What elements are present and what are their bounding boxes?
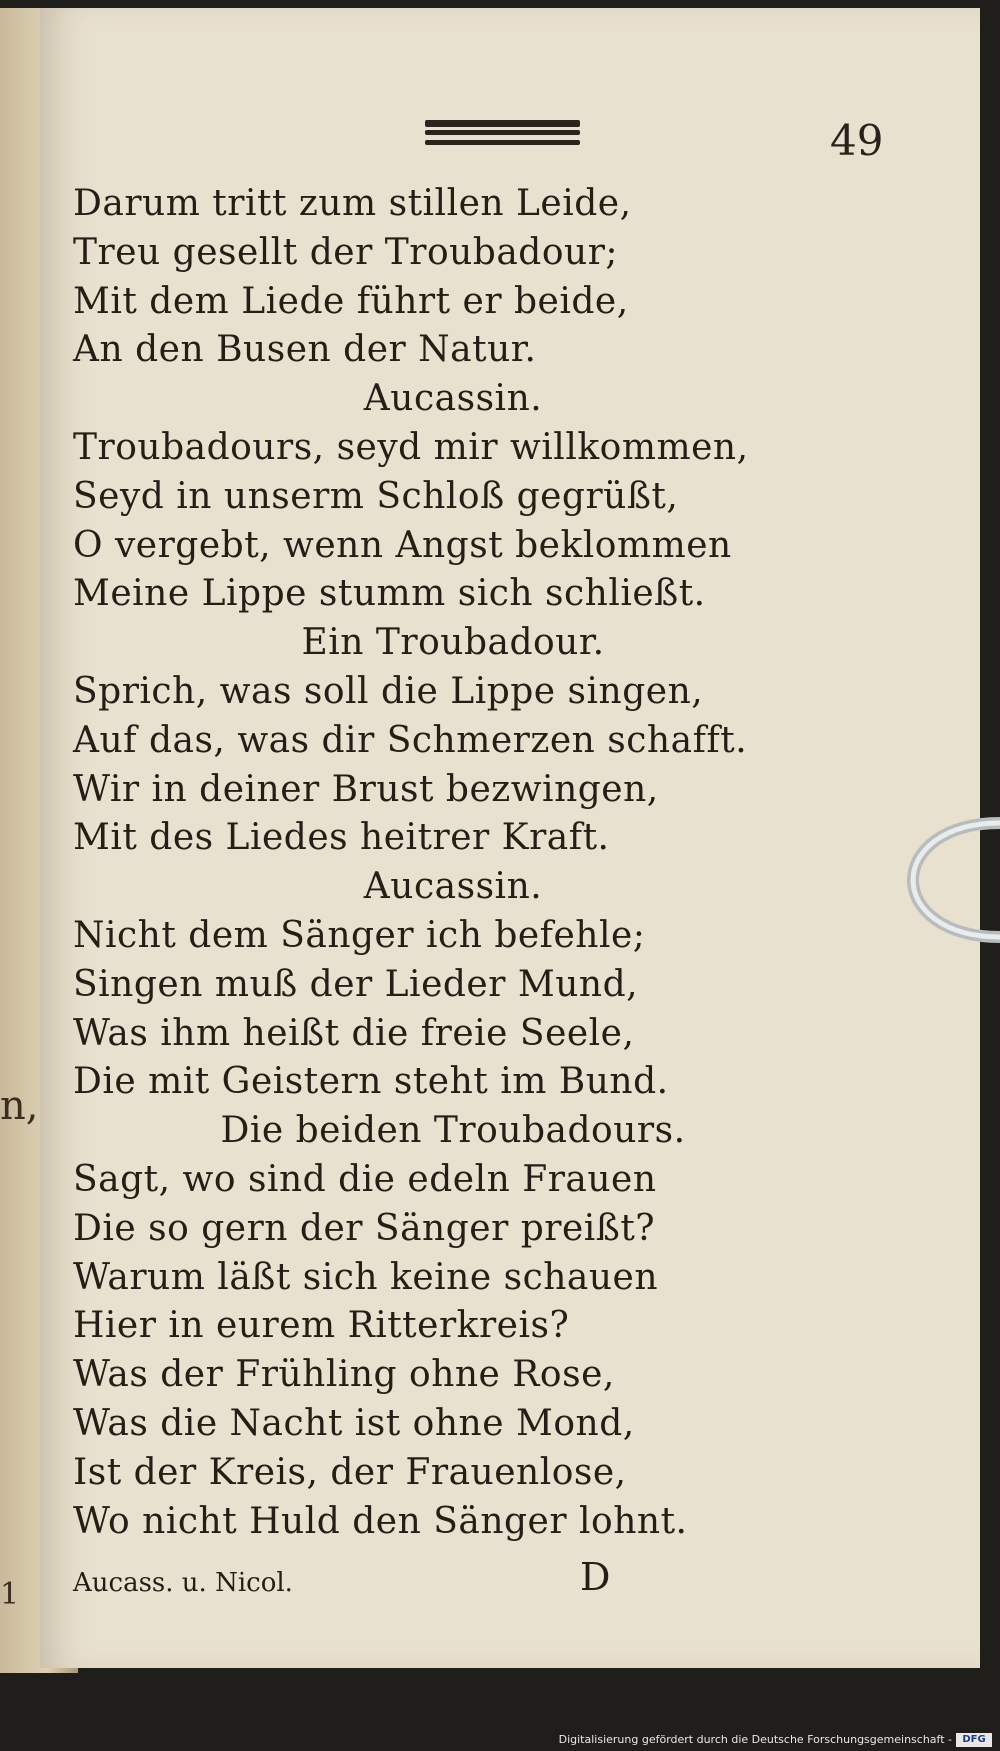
left-page-fragment: 1 — [0, 1577, 20, 1612]
signature-mark: D — [580, 1555, 611, 1599]
verse-line: Mit dem Liede führt er beide, — [73, 280, 629, 322]
ornamental-rule — [425, 120, 580, 150]
speaker-heading: Aucassin. — [363, 378, 543, 420]
digitization-credit: Digitalisierung gefördert durch die Deutsche Forschungsgemeinschaft - — [558, 1733, 952, 1746]
verse-line: Singen muß der Lieder Mund, — [73, 963, 639, 1005]
verse-line: Die mit Geistern steht im Bund. — [73, 1061, 669, 1103]
verse-line: Was die Nacht ist ohne Mond, — [73, 1402, 635, 1444]
verse-line: Warum läßt sich keine schauen — [73, 1256, 659, 1298]
verse-line: Mit des Liedes heitrer Kraft. — [73, 817, 610, 859]
verse-line: An den Busen der Natur. — [73, 329, 537, 371]
verse-line: Seyd in unserm Schloß gegrüßt, — [73, 475, 679, 517]
page-number: 49 — [830, 116, 884, 165]
verse-line: Was ihm heißt die freie Seele, — [73, 1012, 635, 1054]
speaker-heading: Aucassin. — [363, 866, 543, 908]
verse-line: Meine Lippe stumm sich schließt. — [73, 573, 706, 615]
verse-line: Sagt, wo sind die edeln Frauen — [73, 1158, 657, 1200]
page-clip-icon — [905, 815, 1000, 945]
left-page-fragment: n, — [0, 1083, 39, 1129]
verse-line: Sprich, was soll die Lippe singen, — [73, 670, 704, 712]
verse-line: Auf das, was dir Schmerzen schafft. — [73, 719, 748, 761]
speaker-heading: Ein Troubadour. — [301, 622, 605, 664]
verse-line: Die so gern der Sänger preißt? — [73, 1207, 656, 1249]
verse-line: Was der Frühling ohne Rose, — [73, 1354, 615, 1396]
verse-line: Darum tritt zum stillen Leide, — [73, 183, 632, 224]
verse-line: Ist der Kreis, der Frauenlose, — [73, 1451, 627, 1493]
signature-line: Aucass. u. Nicol. — [73, 1568, 293, 1598]
verse-line: Troubadours, seyd mir willkommen, — [73, 426, 749, 468]
verse-line: Hier in eurem Ritterkreis? — [73, 1305, 570, 1347]
verse-text — [73, 180, 793, 1546]
speaker-heading: Die beiden Troubadours. — [220, 1110, 686, 1152]
verse-line: Treu gesellt der Troubadour; — [73, 231, 619, 273]
dfg-logo: DFG — [956, 1733, 992, 1747]
verse-line: Nicht dem Sänger ich befehle; — [73, 914, 646, 956]
verse-line: Wo nicht Huld den Sänger lohnt. — [73, 1500, 688, 1542]
verse-line: O vergebt, wenn Angst beklommen — [73, 524, 732, 566]
verse-line: Wir in deiner Brust bezwingen, — [73, 768, 659, 810]
